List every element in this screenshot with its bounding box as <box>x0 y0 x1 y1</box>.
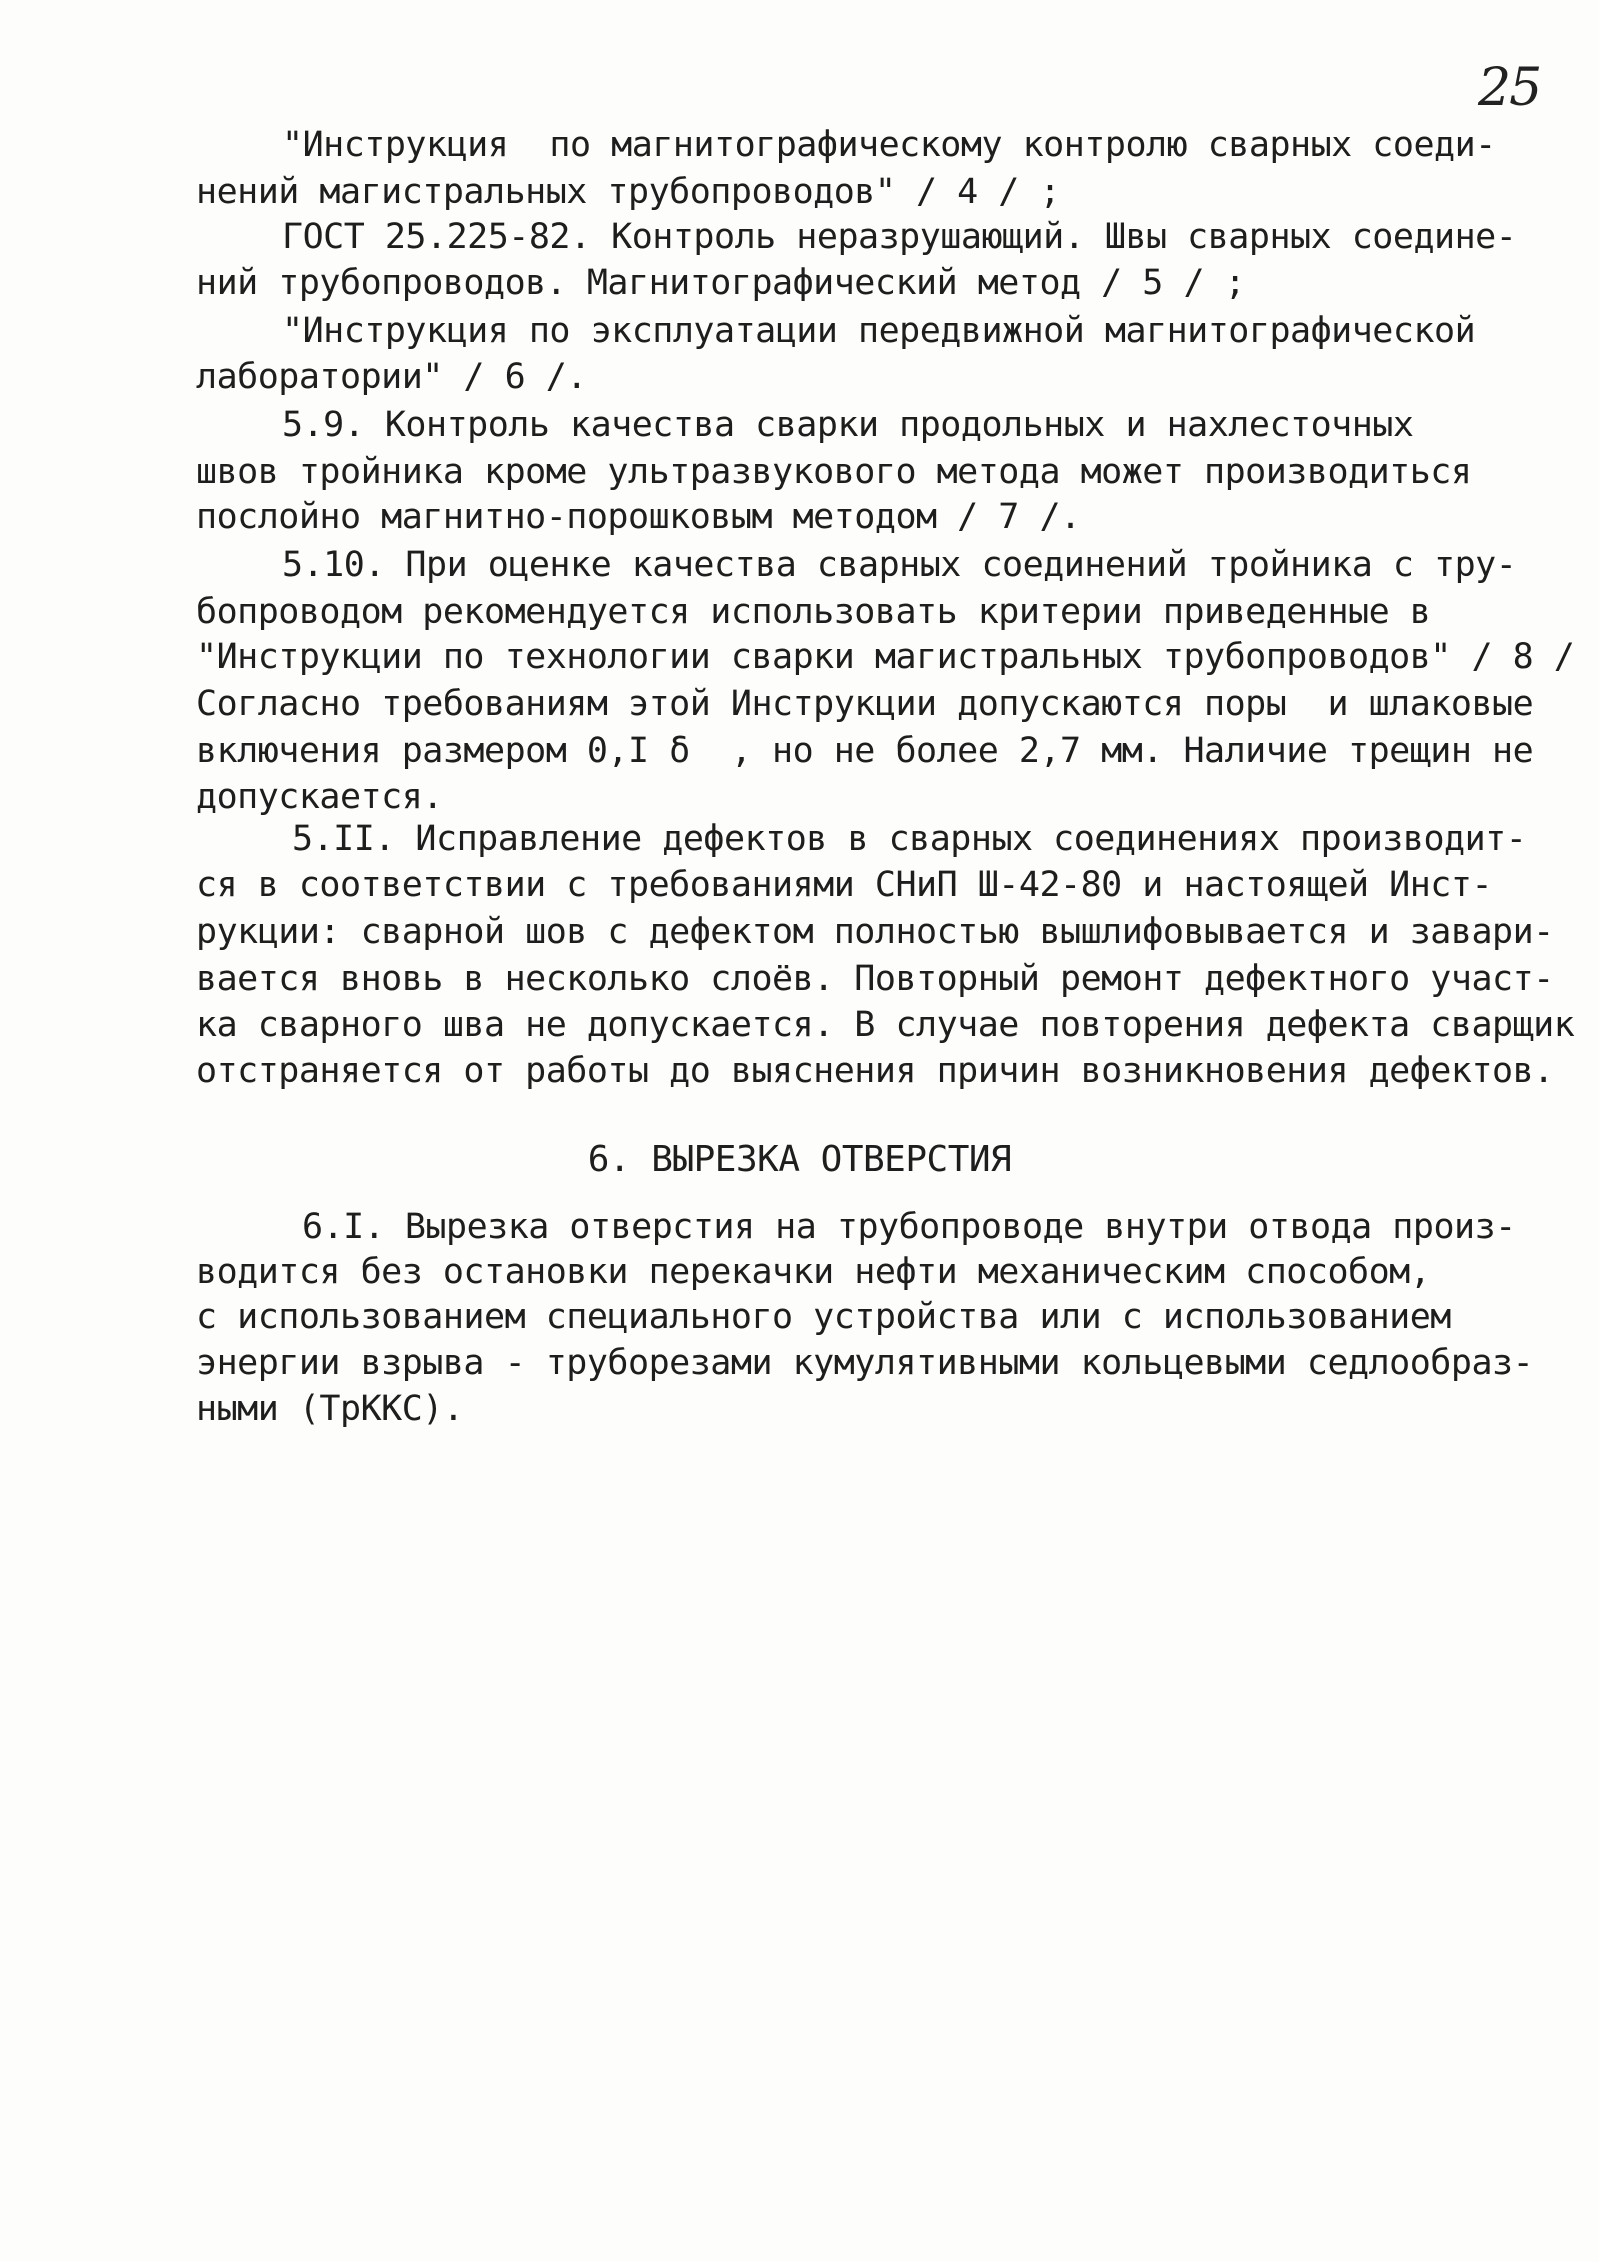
text-line: 5.II. Исправление дефектов в сварных соединениях производит- <box>292 819 1527 859</box>
page-number: 25 <box>1478 58 1541 118</box>
text-line: водится без остановки перекачки нефти механическим способом, <box>196 1252 1431 1292</box>
text-line: 5.10. При оценке качества сварных соединений тройника с тру- <box>282 545 1517 585</box>
text-line: включения размером 0,I δ , но не более 2,7 мм. Наличие трещин не <box>196 731 1534 771</box>
text-line: допускается. <box>196 777 443 817</box>
text-line: ний трубопроводов. Магнитографический метод / 5 / ; <box>196 263 1246 303</box>
text-line: энергии взрыва - труборезами кумулятивными кольцевыми седлообраз- <box>196 1343 1534 1383</box>
text-line: вается вновь в несколько слоёв. Повторный ремонт дефектного участ- <box>196 959 1554 999</box>
text-line: рукции: сварной шов с дефектом полностью вышлифовывается и завари- <box>196 912 1554 952</box>
text-line: "Инструкция по магнитографическому контролю сварных соеди- <box>282 125 1496 165</box>
text-line: "Инструкция по эксплуатации передвижной магнитографической <box>282 311 1476 351</box>
text-line: ка сварного шва не допускается. В случае повторения дефекта сварщик <box>196 1005 1575 1045</box>
text-line: нений магистральных трубопроводов" / 4 / ; <box>196 172 1061 212</box>
text-line: бопроводом рекомендуется использовать критерии приведенные в <box>196 592 1431 632</box>
text-line: отстраняется от работы до выяснения причин возникновения дефектов. <box>196 1051 1554 1091</box>
text-line: 5.9. Контроль качества сварки продольных и нахлесточных <box>282 405 1414 445</box>
text-line: 6.I. Вырезка отверстия на трубопроводе внутри отвода произ- <box>302 1207 1516 1247</box>
text-line: ся в соответствии с требованиями СНиП Ш-42-80 и настоящей Инст- <box>196 865 1493 905</box>
text-line: с использованием специального устройства или с использованием <box>196 1297 1451 1337</box>
section-heading: 6. ВЫРЕЗКА ОТВЕРСТИЯ <box>587 1139 1012 1180</box>
text-line: "Инструкции по технологии сварки магистральных трубопроводов" / 8 / <box>196 637 1575 677</box>
text-line: Согласно требованиям этой Инструкции допускаются поры и шлаковые <box>196 684 1534 724</box>
text-line: послойно магнитно-порошковым методом / 7 /. <box>196 497 1081 537</box>
text-line: швов тройника кроме ультразвукового метода может производиться <box>196 452 1472 492</box>
text-line: ГОСТ 25.225-82. Контроль неразрушающий. Швы сварных соедине- <box>282 217 1517 257</box>
text-line: ными (ТрККС). <box>196 1389 464 1429</box>
text-line: лаборатории" / 6 /. <box>196 357 587 397</box>
